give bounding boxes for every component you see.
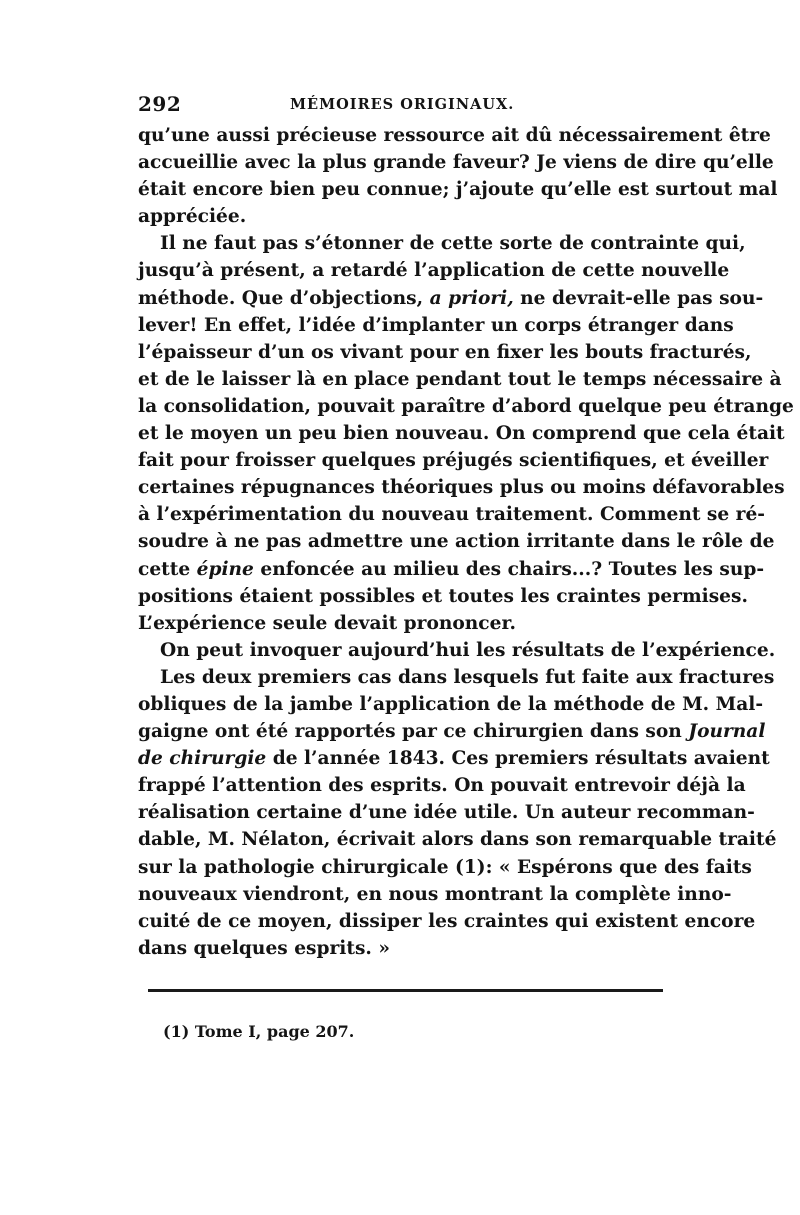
line-text: qu’une aussi précieuse ressource ait dû nécessairement être — [138, 125, 771, 146]
italic-text: Journal — [688, 721, 766, 743]
text-line — [138, 908, 756, 935]
text-line — [138, 826, 777, 853]
footnote-rule — [148, 989, 663, 992]
text-line — [138, 935, 666, 962]
line-text: réalisation certaine d’une idée utile. Un auteur recomman- — [138, 802, 755, 824]
text-line — [138, 799, 755, 826]
line-text: à l’expérimentation du nouveau traitement. Comment se ré- — [138, 504, 766, 526]
line-text: appréciée. — [138, 206, 247, 228]
italic-text: de chirurgie — [138, 748, 267, 770]
text-line — [138, 854, 752, 881]
line-text: et de le laisser là en place pendant tout le temps nécessaire à — [138, 368, 782, 390]
line-text: nouveaux viendront, en nous montrant la complète inno- — [138, 883, 732, 905]
text-line — [138, 447, 769, 474]
text-line — [138, 528, 775, 555]
text-line — [138, 556, 765, 583]
line-text: enfoncée au milieu des chairs...? Toutes les sup- — [253, 558, 765, 580]
text-line — [138, 718, 766, 745]
footnote: (1) Tome I, page 207. — [163, 1022, 355, 1041]
italic-text: épine — [196, 558, 254, 580]
line-text: jusqu’à présent, a retardé l’application de cette nouvelle — [138, 260, 730, 282]
line-text: lever! En effet, l’idée d’implanter un corps étranger dans — [138, 314, 734, 336]
line-text: de l’année 1843. Ces premiers résultats avaient — [266, 748, 770, 770]
line-text: On peut invoquer aujourd’hui les résultats de l’expérience. — [160, 639, 776, 661]
line-text: positions étaient possibles et toutes les craintes permises. — [138, 585, 748, 607]
line-text: obliques de la jambe l’application de la méthode de M. Mal- — [138, 693, 764, 715]
text-line — [138, 203, 666, 230]
line-text: méthode. Que d’objections, — [138, 287, 430, 309]
page — [138, 92, 794, 962]
text-line — [138, 881, 732, 908]
line-text: sur la pathologie chirurgicale (1): « Espérons que des faits — [138, 856, 752, 878]
text-line — [138, 420, 785, 447]
line-text: gaigne ont été rapportés par ce chirurgien dans son — [138, 721, 689, 743]
text-line — [138, 664, 775, 691]
text-line — [138, 583, 748, 610]
line-text: fait pour froisser quelques préjugés scientifiques, et éveiller — [138, 450, 769, 472]
text-line — [138, 772, 746, 799]
text-line — [138, 691, 764, 718]
line-text: et le moyen un peu bien nouveau. On comprend que cela était — [138, 423, 785, 445]
text-line — [138, 393, 794, 420]
line-text: Il ne faut pas s’étonner de cette sorte de contrainte qui, — [160, 233, 746, 255]
text-line — [138, 339, 752, 366]
line-text: cuité de ce moyen, dissiper les craintes qui existent encore — [138, 910, 756, 932]
text-line — [138, 149, 774, 176]
line-text: L’expérience seule devait prononcer. — [138, 612, 517, 634]
running-title: MÉMOIRES ORIGINAUX. — [290, 96, 515, 113]
line-text: la consolidation, pouvait paraître d’abord quelque peu étrange — [138, 395, 794, 417]
text-line — [138, 745, 770, 772]
text-line — [138, 501, 766, 528]
line-text: cette — [138, 558, 197, 580]
line-text: frappé l’attention des esprits. On pouvait entrevoir déjà la — [138, 775, 746, 797]
text-line — [138, 176, 778, 203]
running-head — [138, 92, 666, 122]
text-line — [138, 230, 746, 257]
line-text: soudre à ne pas admettre une action irritante dans le rôle de — [138, 531, 775, 553]
text-line — [138, 312, 734, 339]
line-text: l’épaisseur d’un os vivant pour en fixer les bouts fracturés, — [138, 341, 752, 363]
text-line — [138, 285, 764, 312]
line-text: Les deux premiers cas dans lesquels fut faite aux fractures — [160, 666, 775, 688]
body-text — [138, 122, 794, 962]
line-text: ne devrait-elle pas sou- — [513, 287, 764, 309]
line-text: dans quelques esprits. » — [138, 937, 390, 959]
text-line — [138, 474, 785, 501]
text-line — [138, 257, 730, 284]
page-number: 292 — [138, 92, 182, 116]
line-text: certaines répugnances théoriques plus ou moins défavorables — [138, 477, 785, 499]
text-line — [138, 122, 771, 149]
line-text: accueillie avec la plus grande faveur? Je viens de dire qu’elle — [138, 152, 774, 174]
line-text: était encore bien peu connue; j’ajoute qu’elle est surtout mal — [138, 179, 778, 201]
text-line — [138, 366, 782, 393]
italic-text: a priori, — [429, 287, 514, 309]
text-line — [138, 637, 776, 664]
line-text: dable, M. Nélaton, écrivait alors dans son remarquable traité — [138, 829, 777, 851]
text-line — [138, 610, 666, 637]
